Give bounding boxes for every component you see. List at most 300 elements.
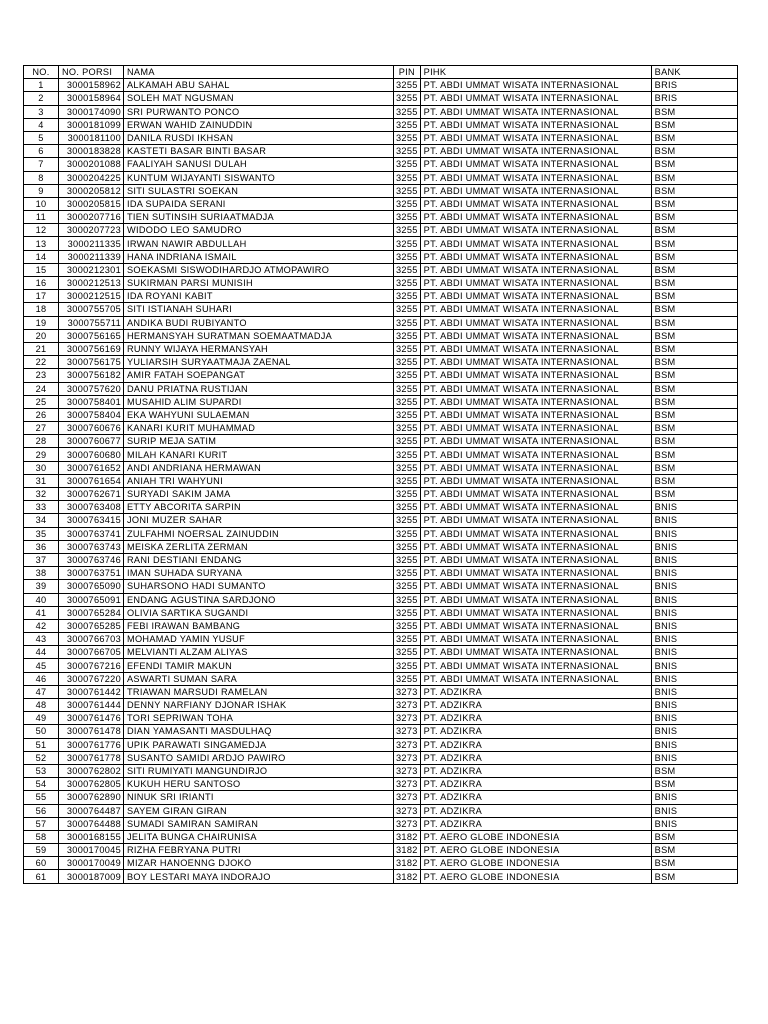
cell-nama: TIEN SUTINSIH SURIAATMADJA xyxy=(124,211,394,224)
cell-no: 61 xyxy=(24,870,59,883)
cell-no: 37 xyxy=(24,553,59,566)
cell-nama: ETTY ABCORITA SARPIN xyxy=(124,501,394,514)
table-row xyxy=(24,712,738,725)
table-row xyxy=(24,474,738,487)
cell-pin: 3255 xyxy=(394,356,421,369)
cell-pihk: PT. ABDI UMMAT WISATA INTERNASIONAL xyxy=(420,659,651,672)
table-row xyxy=(24,764,738,777)
cell-pin: 3273 xyxy=(394,817,421,830)
cell-pin: 3255 xyxy=(394,461,421,474)
cell-no: 15 xyxy=(24,263,59,276)
table-row xyxy=(24,290,738,303)
cell-pin: 3255 xyxy=(394,250,421,263)
cell-porsi: 3000762671 xyxy=(59,488,124,501)
cell-pihk: PT. ABDI UMMAT WISATA INTERNASIONAL xyxy=(420,342,651,355)
cell-porsi: 3000761442 xyxy=(59,685,124,698)
cell-pihk: PT. ABDI UMMAT WISATA INTERNASIONAL xyxy=(420,501,651,514)
cell-bank: BSM xyxy=(651,488,737,501)
cell-bank: BNIS xyxy=(651,791,737,804)
cell-bank: BSM xyxy=(651,237,737,250)
cell-no: 19 xyxy=(24,316,59,329)
cell-bank: BNIS xyxy=(651,540,737,553)
cell-pin: 3255 xyxy=(394,118,421,131)
cell-no: 39 xyxy=(24,580,59,593)
cell-bank: BSM xyxy=(651,277,737,290)
cell-pin: 3255 xyxy=(394,211,421,224)
cell-porsi: 3000763751 xyxy=(59,567,124,580)
cell-nama: SITI SULASTRI SOEKAN xyxy=(124,184,394,197)
cell-pihk: PT. ABDI UMMAT WISATA INTERNASIONAL xyxy=(420,488,651,501)
cell-pin: 3255 xyxy=(394,316,421,329)
table-row xyxy=(24,211,738,224)
cell-no: 29 xyxy=(24,448,59,461)
cell-nama: ASWARTI SUMAN SARA xyxy=(124,672,394,685)
cell-no: 54 xyxy=(24,778,59,791)
table-row xyxy=(24,250,738,263)
cell-nama: DIAN YAMASANTI MASDULHAQ xyxy=(124,725,394,738)
cell-pihk: PT. ABDI UMMAT WISATA INTERNASIONAL xyxy=(420,145,651,158)
cell-nama: BOY LESTARI MAYA INDORAJO xyxy=(124,870,394,883)
table-row xyxy=(24,553,738,566)
cell-bank: BSM xyxy=(651,830,737,843)
cell-no: 14 xyxy=(24,250,59,263)
cell-pihk: PT. ABDI UMMAT WISATA INTERNASIONAL xyxy=(420,606,651,619)
cell-porsi: 3000174090 xyxy=(59,105,124,118)
cell-pin: 3182 xyxy=(394,830,421,843)
table-row xyxy=(24,619,738,632)
cell-pin: 3255 xyxy=(394,422,421,435)
cell-bank: BSM xyxy=(651,870,737,883)
cell-pihk: PT. ABDI UMMAT WISATA INTERNASIONAL xyxy=(420,303,651,316)
cell-no: 28 xyxy=(24,435,59,448)
table-row xyxy=(24,672,738,685)
cell-pin: 3255 xyxy=(394,382,421,395)
header-pihk: PIHK xyxy=(420,66,651,79)
cell-bank: BSM xyxy=(651,131,737,144)
cell-nama: DANU PRIATNA RUSTIJAN xyxy=(124,382,394,395)
table-row xyxy=(24,633,738,646)
table-row xyxy=(24,197,738,210)
table-row xyxy=(24,369,738,382)
cell-porsi: 3000187009 xyxy=(59,870,124,883)
cell-porsi: 3000211335 xyxy=(59,237,124,250)
cell-porsi: 3000758401 xyxy=(59,395,124,408)
cell-no: 43 xyxy=(24,633,59,646)
cell-nama: MELVIANTI ALZAM ALIYAS xyxy=(124,646,394,659)
table-row xyxy=(24,580,738,593)
table-row xyxy=(24,699,738,712)
cell-pihk: PT. ABDI UMMAT WISATA INTERNASIONAL xyxy=(420,184,651,197)
cell-pihk: PT. ADZIKRA xyxy=(420,804,651,817)
cell-nama: SOLEH MAT NGUSMAN xyxy=(124,92,394,105)
table-body xyxy=(24,79,738,883)
cell-porsi: 3000201088 xyxy=(59,158,124,171)
cell-pihk: PT. ABDI UMMAT WISATA INTERNASIONAL xyxy=(420,277,651,290)
cell-pin: 3273 xyxy=(394,712,421,725)
cell-pihk: PT. AERO GLOBE INDONESIA xyxy=(420,830,651,843)
cell-pihk: PT. ABDI UMMAT WISATA INTERNASIONAL xyxy=(420,105,651,118)
cell-porsi: 3000766703 xyxy=(59,633,124,646)
cell-bank: BNIS xyxy=(651,580,737,593)
table-row xyxy=(24,514,738,527)
cell-no: 49 xyxy=(24,712,59,725)
cell-nama: IMAN SUHADA SURYANA xyxy=(124,567,394,580)
cell-nama: IDA ROYANI KABIT xyxy=(124,290,394,303)
table-row xyxy=(24,751,738,764)
cell-nama: SURYADI SAKIM JAMA xyxy=(124,488,394,501)
cell-nama: TRIAWAN MARSUDI RAMELAN xyxy=(124,685,394,698)
cell-bank: BNIS xyxy=(651,659,737,672)
table-row xyxy=(24,184,738,197)
table-row xyxy=(24,237,738,250)
cell-pihk: PT. ABDI UMMAT WISATA INTERNASIONAL xyxy=(420,79,651,92)
cell-bank: BSM xyxy=(651,211,737,224)
cell-nama: MILAH KANARI KURIT xyxy=(124,448,394,461)
cell-pihk: PT. ABDI UMMAT WISATA INTERNASIONAL xyxy=(420,250,651,263)
cell-no: 8 xyxy=(24,171,59,184)
cell-bank: BSM xyxy=(651,197,737,210)
cell-porsi: 3000158962 xyxy=(59,79,124,92)
cell-pin: 3255 xyxy=(394,329,421,342)
cell-pihk: PT. ABDI UMMAT WISATA INTERNASIONAL xyxy=(420,593,651,606)
table-row xyxy=(24,145,738,158)
cell-no: 4 xyxy=(24,118,59,131)
cell-pihk: PT. ABDI UMMAT WISATA INTERNASIONAL xyxy=(420,290,651,303)
cell-pihk: PT. ABDI UMMAT WISATA INTERNASIONAL xyxy=(420,356,651,369)
table-header xyxy=(24,66,738,79)
cell-pin: 3255 xyxy=(394,488,421,501)
cell-porsi: 3000204225 xyxy=(59,171,124,184)
cell-pin: 3255 xyxy=(394,540,421,553)
cell-pin: 3255 xyxy=(394,501,421,514)
cell-pin: 3255 xyxy=(394,277,421,290)
cell-nama: ANIAH TRI WAHYUNI xyxy=(124,474,394,487)
cell-no: 5 xyxy=(24,131,59,144)
cell-pin: 3255 xyxy=(394,105,421,118)
cell-pin: 3273 xyxy=(394,685,421,698)
table-row xyxy=(24,830,738,843)
cell-nama: TORI SEPRIWAN TOHA xyxy=(124,712,394,725)
cell-porsi: 3000758404 xyxy=(59,408,124,421)
cell-bank: BSM xyxy=(651,158,737,171)
table-row xyxy=(24,303,738,316)
cell-pihk: PT. AERO GLOBE INDONESIA xyxy=(420,857,651,870)
cell-porsi: 3000763743 xyxy=(59,540,124,553)
cell-nama: JONI MUZER SAHAR xyxy=(124,514,394,527)
cell-no: 57 xyxy=(24,817,59,830)
table-row xyxy=(24,408,738,421)
cell-pihk: PT. ABDI UMMAT WISATA INTERNASIONAL xyxy=(420,619,651,632)
cell-no: 27 xyxy=(24,422,59,435)
cell-bank: BNIS xyxy=(651,804,737,817)
cell-bank: BNIS xyxy=(651,685,737,698)
cell-porsi: 3000765090 xyxy=(59,580,124,593)
cell-porsi: 3000170049 xyxy=(59,857,124,870)
cell-bank: BSM xyxy=(651,118,737,131)
cell-porsi: 3000765091 xyxy=(59,593,124,606)
cell-bank: BSM xyxy=(651,764,737,777)
cell-pin: 3255 xyxy=(394,184,421,197)
cell-pihk: PT. ABDI UMMAT WISATA INTERNASIONAL xyxy=(420,514,651,527)
cell-no: 32 xyxy=(24,488,59,501)
cell-bank: BSM xyxy=(651,474,737,487)
table-row xyxy=(24,92,738,105)
cell-no: 10 xyxy=(24,197,59,210)
cell-bank: BNIS xyxy=(651,699,737,712)
table-row xyxy=(24,527,738,540)
table-row xyxy=(24,870,738,883)
cell-nama: KUKUH HERU SANTOSO xyxy=(124,778,394,791)
cell-nama: NINUK SRI IRIANTI xyxy=(124,791,394,804)
cell-porsi: 3000764488 xyxy=(59,817,124,830)
header-pin: PIN xyxy=(394,66,421,79)
cell-bank: BSM xyxy=(651,857,737,870)
cell-pihk: PT. ADZIKRA xyxy=(420,751,651,764)
cell-pihk: PT. ABDI UMMAT WISATA INTERNASIONAL xyxy=(420,553,651,566)
table-row xyxy=(24,131,738,144)
table-row xyxy=(24,79,738,92)
cell-pin: 3255 xyxy=(394,158,421,171)
cell-nama: SURIP MEJA SATIM xyxy=(124,435,394,448)
cell-nama: ZULFAHMI NOERSAL ZAINUDDIN xyxy=(124,527,394,540)
cell-pihk: PT. ABDI UMMAT WISATA INTERNASIONAL xyxy=(420,448,651,461)
cell-bank: BSM xyxy=(651,303,737,316)
cell-pihk: PT. ADZIKRA xyxy=(420,699,651,712)
cell-bank: BNIS xyxy=(651,567,737,580)
table-row xyxy=(24,171,738,184)
cell-no: 13 xyxy=(24,237,59,250)
cell-bank: BNIS xyxy=(651,606,737,619)
cell-nama: MUSAHID ALIM SUPARDI xyxy=(124,395,394,408)
table-row xyxy=(24,725,738,738)
cell-porsi: 3000756182 xyxy=(59,369,124,382)
cell-porsi: 3000756175 xyxy=(59,356,124,369)
cell-no: 20 xyxy=(24,329,59,342)
cell-porsi: 3000158964 xyxy=(59,92,124,105)
cell-porsi: 3000762890 xyxy=(59,791,124,804)
cell-bank: BSM xyxy=(651,171,737,184)
cell-pihk: PT. ABDI UMMAT WISATA INTERNASIONAL xyxy=(420,422,651,435)
cell-no: 35 xyxy=(24,527,59,540)
cell-no: 33 xyxy=(24,501,59,514)
cell-pihk: PT. ABDI UMMAT WISATA INTERNASIONAL xyxy=(420,382,651,395)
cell-bank: BRIS xyxy=(651,79,737,92)
cell-pihk: PT. ABDI UMMAT WISATA INTERNASIONAL xyxy=(420,171,651,184)
cell-porsi: 3000763408 xyxy=(59,501,124,514)
table-row xyxy=(24,316,738,329)
cell-nama: SAYEM GIRAN GIRAN xyxy=(124,804,394,817)
cell-porsi: 3000763741 xyxy=(59,527,124,540)
cell-bank: BSM xyxy=(651,422,737,435)
cell-porsi: 3000181100 xyxy=(59,131,124,144)
cell-porsi: 3000183828 xyxy=(59,145,124,158)
table-row xyxy=(24,488,738,501)
cell-pin: 3182 xyxy=(394,844,421,857)
cell-porsi: 3000170045 xyxy=(59,844,124,857)
cell-pin: 3255 xyxy=(394,408,421,421)
cell-porsi: 3000168155 xyxy=(59,830,124,843)
header-nama: NAMA xyxy=(124,66,394,79)
cell-pin: 3273 xyxy=(394,751,421,764)
cell-bank: BSM xyxy=(651,184,737,197)
cell-no: 41 xyxy=(24,606,59,619)
cell-nama: RANI DESTIANI ENDANG xyxy=(124,553,394,566)
cell-no: 26 xyxy=(24,408,59,421)
cell-bank: BSM xyxy=(651,369,737,382)
cell-pihk: PT. ABDI UMMAT WISATA INTERNASIONAL xyxy=(420,633,651,646)
cell-porsi: 3000757620 xyxy=(59,382,124,395)
cell-porsi: 3000763415 xyxy=(59,514,124,527)
cell-nama: SITI RUMIYATI MANGUNDIRJO xyxy=(124,764,394,777)
cell-nama: ANDI ANDRIANA HERMAWAN xyxy=(124,461,394,474)
cell-bank: BNIS xyxy=(651,619,737,632)
cell-nama: MEISKA ZERLITA ZERMAN xyxy=(124,540,394,553)
cell-porsi: 3000762802 xyxy=(59,764,124,777)
cell-bank: BSM xyxy=(651,448,737,461)
cell-pihk: PT. ABDI UMMAT WISATA INTERNASIONAL xyxy=(420,158,651,171)
cell-pihk: PT. ADZIKRA xyxy=(420,712,651,725)
cell-porsi: 3000755711 xyxy=(59,316,124,329)
cell-bank: BSM xyxy=(651,461,737,474)
cell-no: 42 xyxy=(24,619,59,632)
cell-no: 7 xyxy=(24,158,59,171)
cell-nama: EFENDI TAMIR MAKUN xyxy=(124,659,394,672)
cell-porsi: 3000765284 xyxy=(59,606,124,619)
table-row xyxy=(24,395,738,408)
cell-porsi: 3000212301 xyxy=(59,263,124,276)
cell-pihk: PT. ABDI UMMAT WISATA INTERNASIONAL xyxy=(420,567,651,580)
cell-bank: BNIS xyxy=(651,593,737,606)
cell-nama: RIZHA FEBRYANA PUTRI xyxy=(124,844,394,857)
cell-nama: FEBI IRAWAN BAMBANG xyxy=(124,619,394,632)
cell-porsi: 3000756165 xyxy=(59,329,124,342)
cell-pin: 3273 xyxy=(394,764,421,777)
cell-no: 58 xyxy=(24,830,59,843)
cell-porsi: 3000761778 xyxy=(59,751,124,764)
cell-porsi: 3000761478 xyxy=(59,725,124,738)
cell-porsi: 3000756169 xyxy=(59,342,124,355)
cell-nama: SUKIRMAN PARSI MUNISIH xyxy=(124,277,394,290)
cell-porsi: 3000760676 xyxy=(59,422,124,435)
cell-bank: BSM xyxy=(651,408,737,421)
cell-nama: ANDIKA BUDI RUBIYANTO xyxy=(124,316,394,329)
cell-bank: BSM xyxy=(651,145,737,158)
table-row xyxy=(24,593,738,606)
cell-pihk: PT. ABDI UMMAT WISATA INTERNASIONAL xyxy=(420,580,651,593)
cell-porsi: 3000765285 xyxy=(59,619,124,632)
table-row xyxy=(24,804,738,817)
table-row xyxy=(24,685,738,698)
cell-no: 53 xyxy=(24,764,59,777)
cell-pin: 3255 xyxy=(394,303,421,316)
cell-pin: 3273 xyxy=(394,699,421,712)
cell-nama: HANA INDRIANA ISMAIL xyxy=(124,250,394,263)
cell-bank: BNIS xyxy=(651,501,737,514)
cell-no: 17 xyxy=(24,290,59,303)
cell-no: 31 xyxy=(24,474,59,487)
cell-no: 50 xyxy=(24,725,59,738)
cell-pin: 3255 xyxy=(394,580,421,593)
cell-bank: BSM xyxy=(651,395,737,408)
cell-pin: 3255 xyxy=(394,197,421,210)
table-row xyxy=(24,738,738,751)
cell-bank: BSM xyxy=(651,342,737,355)
table-row xyxy=(24,329,738,342)
cell-porsi: 3000762805 xyxy=(59,778,124,791)
cell-no: 6 xyxy=(24,145,59,158)
cell-pihk: PT. ABDI UMMAT WISATA INTERNASIONAL xyxy=(420,395,651,408)
cell-no: 38 xyxy=(24,567,59,580)
cell-no: 59 xyxy=(24,844,59,857)
cell-no: 45 xyxy=(24,659,59,672)
table-row xyxy=(24,435,738,448)
cell-porsi: 3000212513 xyxy=(59,277,124,290)
cell-bank: BNIS xyxy=(651,646,737,659)
cell-no: 2 xyxy=(24,92,59,105)
cell-pin: 3273 xyxy=(394,738,421,751)
cell-nama: HERMANSYAH SURATMAN SOEMAATMADJA xyxy=(124,329,394,342)
cell-bank: BSM xyxy=(651,329,737,342)
cell-pin: 3255 xyxy=(394,567,421,580)
cell-pin: 3273 xyxy=(394,725,421,738)
cell-pin: 3255 xyxy=(394,606,421,619)
cell-nama: KASTETI BASAR BINTI BASAR xyxy=(124,145,394,158)
cell-no: 23 xyxy=(24,369,59,382)
table-row xyxy=(24,422,738,435)
cell-pin: 3182 xyxy=(394,870,421,883)
cell-nama: KUNTUM WIJAYANTI SISWANTO xyxy=(124,171,394,184)
cell-pihk: PT. ADZIKRA xyxy=(420,738,651,751)
table-row xyxy=(24,461,738,474)
cell-nama: JELITA BUNGA CHAIRUNISA xyxy=(124,830,394,843)
cell-no: 52 xyxy=(24,751,59,764)
cell-pin: 3255 xyxy=(394,395,421,408)
cell-bank: BSM xyxy=(651,224,737,237)
cell-no: 47 xyxy=(24,685,59,698)
cell-pin: 3255 xyxy=(394,342,421,355)
cell-porsi: 3000755705 xyxy=(59,303,124,316)
cell-nama: EKA WAHYUNI SULAEMAN xyxy=(124,408,394,421)
cell-pihk: PT. ABDI UMMAT WISATA INTERNASIONAL xyxy=(420,646,651,659)
table-row xyxy=(24,263,738,276)
table-row xyxy=(24,277,738,290)
cell-pin: 3255 xyxy=(394,131,421,144)
cell-porsi: 3000207716 xyxy=(59,211,124,224)
cell-bank: BSM xyxy=(651,435,737,448)
cell-nama: MIZAR HANOENNG DJOKO xyxy=(124,857,394,870)
cell-pihk: PT. ABDI UMMAT WISATA INTERNASIONAL xyxy=(420,672,651,685)
cell-pihk: PT. ABDI UMMAT WISATA INTERNASIONAL xyxy=(420,263,651,276)
cell-nama: SITI ISTIANAH SUHARI xyxy=(124,303,394,316)
cell-nama: DENNY NARFIANY DJONAR ISHAK xyxy=(124,699,394,712)
cell-pihk: PT. ABDI UMMAT WISATA INTERNASIONAL xyxy=(420,329,651,342)
cell-nama: DANILA RUSDI IKHSAN xyxy=(124,131,394,144)
cell-nama: SUMADI SAMIRAN SAMIRAN xyxy=(124,817,394,830)
cell-bank: BNIS xyxy=(651,514,737,527)
cell-nama: SUSANTO SAMIDI ARDJO PAWIRO xyxy=(124,751,394,764)
cell-pin: 3255 xyxy=(394,659,421,672)
table-row xyxy=(24,778,738,791)
cell-porsi: 3000761444 xyxy=(59,699,124,712)
cell-pihk: PT. ABDI UMMAT WISATA INTERNASIONAL xyxy=(420,118,651,131)
table-row xyxy=(24,448,738,461)
table-row xyxy=(24,844,738,857)
cell-no: 1 xyxy=(24,79,59,92)
cell-pin: 3255 xyxy=(394,474,421,487)
cell-pin: 3255 xyxy=(394,237,421,250)
cell-pin: 3255 xyxy=(394,619,421,632)
cell-no: 46 xyxy=(24,672,59,685)
